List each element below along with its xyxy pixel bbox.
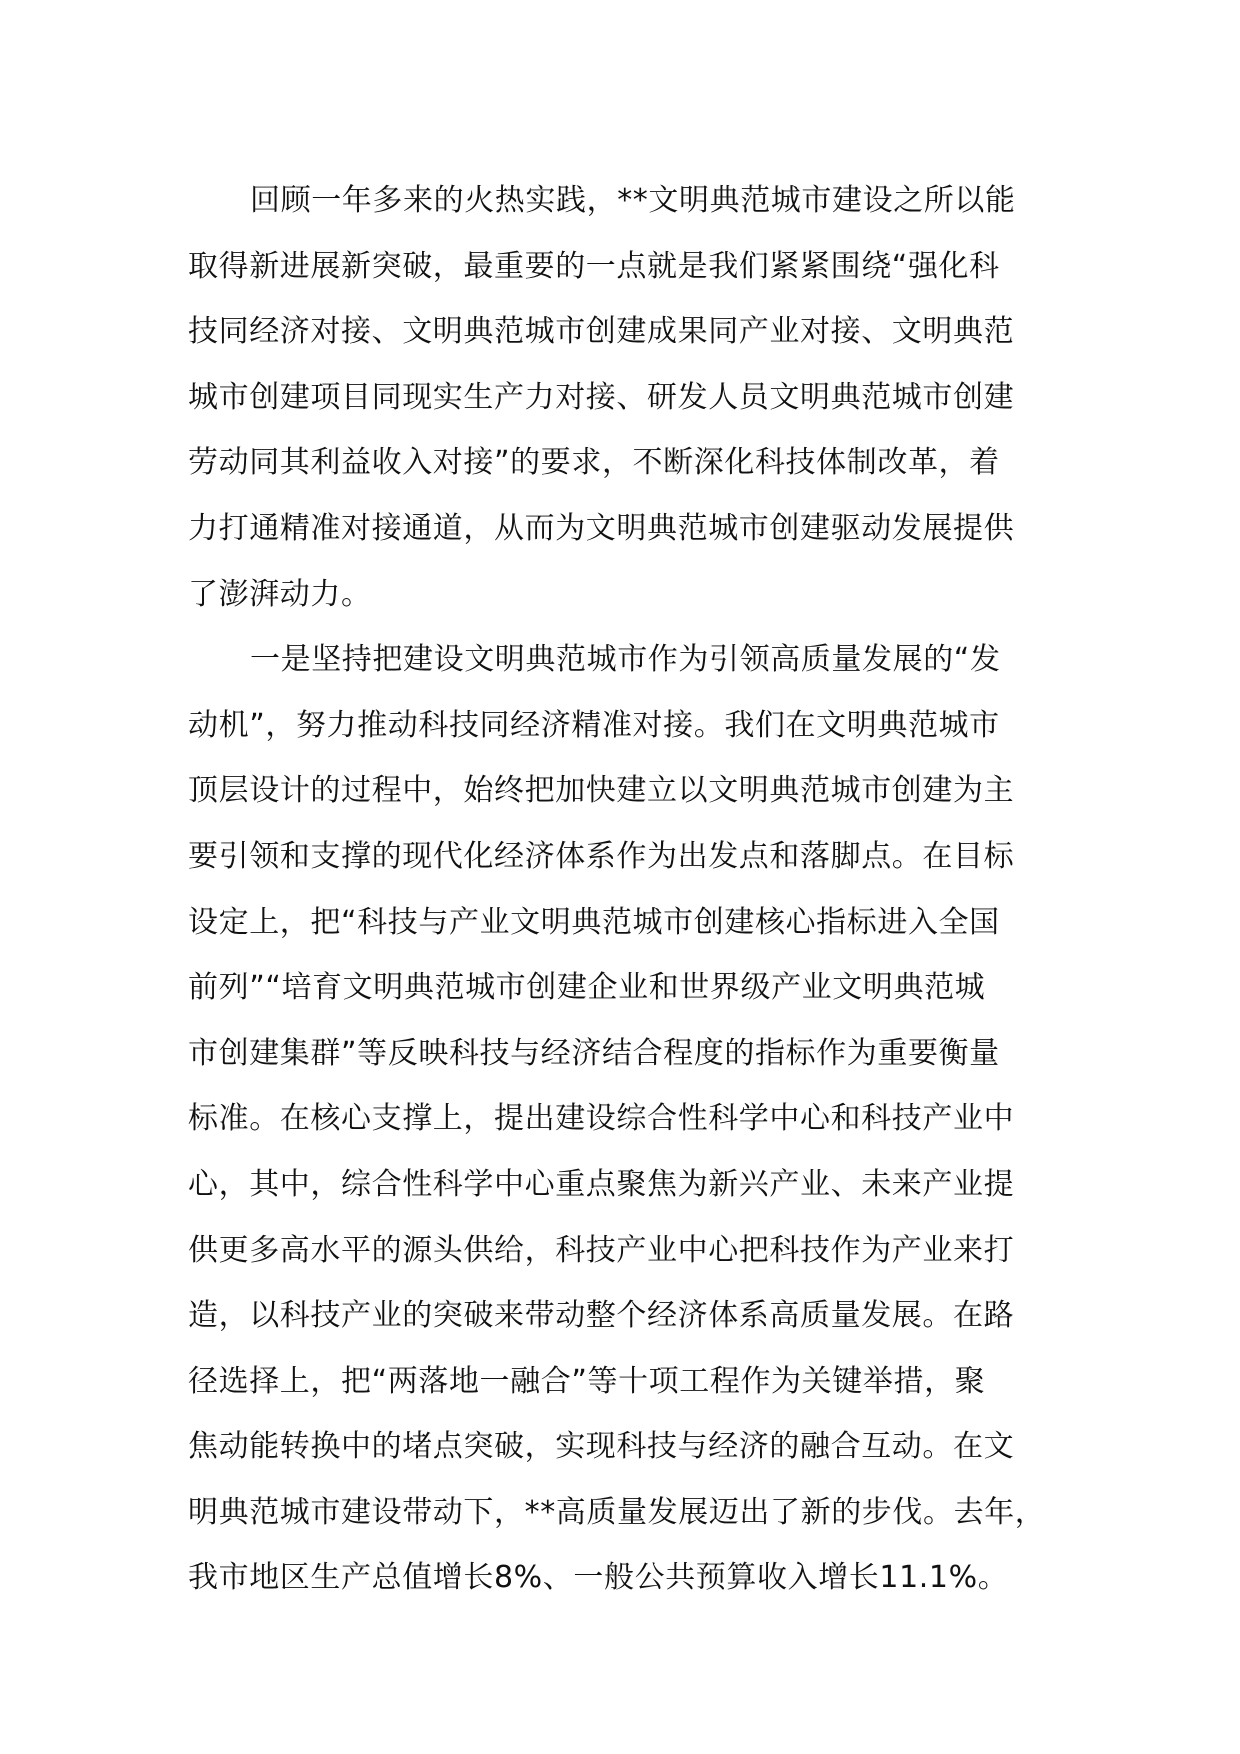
text-line: 动机”，努力推动科技同经济精准对接。我们在文明典范城市 <box>188 707 1000 743</box>
text-line: 市创建集群”等反映科技与经济结合程度的指标作为重要衡量 <box>188 1035 1000 1071</box>
text-line: 技同经济对接、文明典范城市创建成果同产业对接、文明典范 <box>188 314 1015 350</box>
text-line: 径选择上，把“两落地一融合”等十项工程作为关键举措，聚 <box>188 1363 986 1399</box>
text-line: 力打通精准对接通道，从而为文明典范城市创建驱动发展提供 <box>188 510 1015 546</box>
text-line: 我市地区生产总值增长8%、一般公共预算收入增长11.1%。 <box>188 1560 1009 1596</box>
text-line: 了澎湃动力。 <box>188 576 372 612</box>
text-line: 标准。在核心支撑上，提出建设综合性科学中心和科技产业中 <box>188 1101 1015 1137</box>
paragraph-1 <box>188 168 1058 627</box>
text-line: 供更多高水平的源头供给，科技产业中心把科技作为产业来打 <box>188 1232 1015 1268</box>
text-line: 城市创建项目同现实生产力对接、研发人员文明典范城市创建 <box>188 379 1015 415</box>
text-line: 设定上，把“科技与产业文明典范城市创建核心指标进入全国 <box>188 904 1000 940</box>
document-body <box>188 168 1058 1611</box>
text-line: 一是坚持把建设文明典范城市作为引领高质量发展的“发 <box>250 642 1001 678</box>
text-line: 取得新进展新突破，最重要的一点就是我们紧紧围绕“强化科 <box>188 248 1000 284</box>
text-line: 劳动同其利益收入对接”的要求，不断深化科技体制改革，着 <box>188 445 1000 481</box>
text-line: 顶层设计的过程中，始终把加快建立以文明典范城市创建为主 <box>188 773 1015 809</box>
text-line: 造，以科技产业的突破来带动整个经济体系高质量发展。在路 <box>188 1298 1015 1334</box>
text-line: 回顾一年多来的火热实践，**文明典范城市建设之所以能 <box>250 183 1016 218</box>
text-line: 明典范城市建设带动下，**高质量发展迈出了新的步伐。去年， <box>188 1494 1046 1530</box>
text-line: 前列”“培育文明典范城市创建企业和世界级产业文明典范城 <box>188 970 986 1006</box>
text-line: 要引领和支撑的现代化经济体系作为出发点和落脚点。在目标 <box>188 838 1015 874</box>
text-line: 心，其中，综合性科学中心重点聚焦为新兴产业、未来产业提 <box>188 1166 1015 1202</box>
text-line: 焦动能转换中的堵点突破，实现科技与经济的融合互动。在文 <box>188 1429 1015 1465</box>
paragraph-2 <box>188 627 1058 1611</box>
